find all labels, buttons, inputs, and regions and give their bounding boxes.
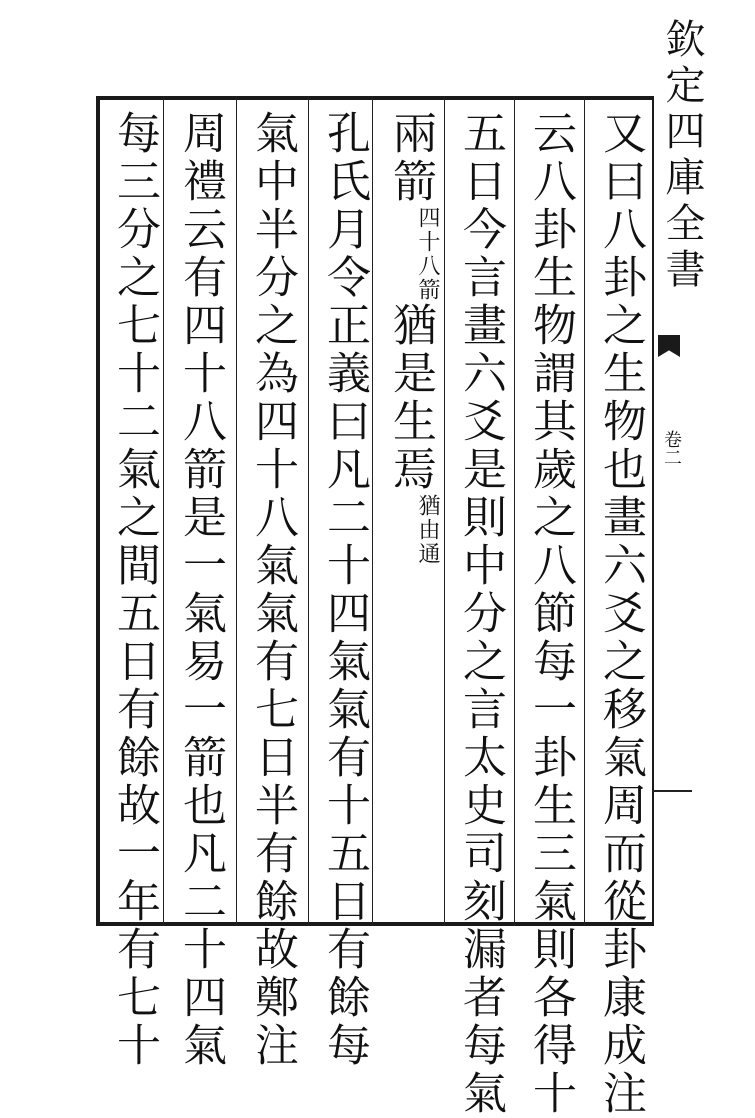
column-4-note-b [414,494,440,566]
note-line-left: 八箭 [415,254,440,302]
text-column-1: 又曰八卦之生物也畫六爻之移氣周而從卦康成注 [595,110,646,1118]
column-4-note-a [414,206,440,302]
column-4-main-a: 兩箭 [385,110,436,206]
note-line-right: 四十 [415,206,440,254]
fish-tail-mark [658,335,680,357]
note-line-left: 通 [415,542,440,566]
text-column-3: 五日今言畫六爻是則中分之言太史司刻漏者每氣 [455,110,506,1118]
column-rule [444,96,445,926]
text-column-5: 孔氏月令正義曰凡二十四氣氣有十五日有餘每 [319,110,370,1070]
column-rule [584,96,585,926]
text-column-7: 周禮云有四十八箭是一氣易一箭也凡二十四氣 [175,110,226,1070]
text-column-6: 氣中半分之為四十八氣氣有七日半有餘故鄭注 [247,110,298,1070]
column-4-main-b: 猶是生焉 [385,302,436,494]
book-title: 欽定四庫全書 [659,18,705,294]
text-column-8: 每三分之七十二氣之間五日有餘故一年有七十 [109,110,160,1070]
note-line-right: 猶由 [415,494,440,542]
column-rule [308,96,309,926]
text-column-4 [380,110,440,566]
column-rule [514,96,515,926]
margin-tick [652,790,692,792]
column-rule [236,96,237,926]
juan-label: 卷二 [661,430,682,466]
text-column-2: 云八卦生物謂其歲之八節每一卦生三氣則各得十 [525,110,576,1118]
